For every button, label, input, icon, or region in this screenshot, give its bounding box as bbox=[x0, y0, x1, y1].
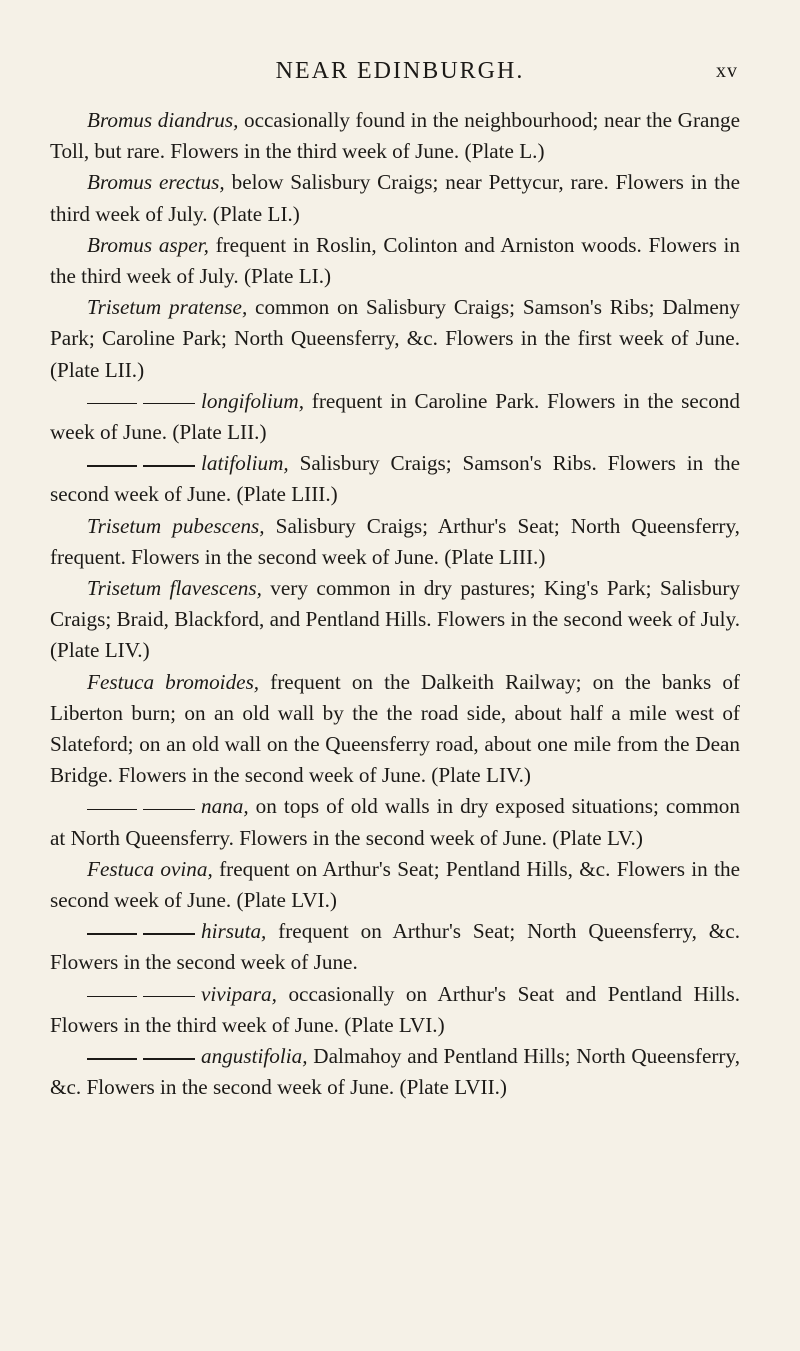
entry-longifolium bbox=[50, 386, 740, 448]
entry-nana bbox=[50, 791, 740, 853]
entry-text: frequent in Roslin, Colinton and Arniston woods. Flowers in the third week of July. (Plate LI.) bbox=[50, 232, 740, 289]
page-number: xv bbox=[716, 60, 738, 82]
ditto-dash bbox=[87, 804, 195, 814]
entry-text: Salisbury Craigs; Arthur's Seat; North Queensferry, frequent. Flowers in the second week of June. (Plate LIII.) bbox=[50, 513, 740, 569]
species-name: angustifolia, bbox=[201, 1044, 308, 1069]
entry-text: frequent on Arthur's Seat; North Queensferry, &c. Flowers in the second week of June. bbox=[50, 919, 740, 975]
species-name: longifolium, bbox=[201, 388, 304, 413]
entry-text: frequent on Arthur's Seat; Pentland Hills, &c. Flowers in the second week of June. (Plate LVI.) bbox=[50, 856, 740, 913]
entry-text: occasionally found in the neighbourhood; near the Grange Toll, but rare. Flowers in the third week of June. (Plate L.) bbox=[50, 108, 740, 164]
entry-text: below Salisbury Craigs; near Pettycur, rare. Flowers in the third week of July. (Plate LI.) bbox=[50, 170, 741, 226]
species-name: Festuca bromoides, bbox=[87, 669, 260, 694]
species-name: Bromus asper, bbox=[87, 232, 209, 257]
ditto-dash bbox=[87, 460, 195, 470]
entry-text: common on Salisbury Craigs; Samson's Ribs; Dalmeny Park; Caroline Park; North Queensferry, &c. Flowers in the first week of June. (Plate LII.) bbox=[50, 295, 740, 382]
entry-latifolium bbox=[50, 448, 740, 510]
entry-text: frequent on the Dalkeith Railway; on the banks of Liberton burn; on an old wall by the the road side, about half a mile west of Slateford; on an old wall on the Queensferry road, about one mile from the Dean Bridge. Flowers in the second week of June. (Plate LIV.) bbox=[50, 669, 740, 788]
entry-trisetum-flavescens bbox=[50, 573, 740, 667]
entry-text: frequent in Caroline Park. Flowers in the second week of June. (Plate LII.) bbox=[50, 388, 740, 445]
species-name: Bromus erectus, bbox=[87, 170, 225, 195]
entry-bromus-erectus bbox=[50, 167, 740, 229]
entry-angustifolia bbox=[50, 1041, 740, 1103]
entry-bromus-asper bbox=[50, 230, 740, 292]
entry-festuca-ovina bbox=[50, 854, 740, 916]
entry-vivipara bbox=[50, 979, 740, 1041]
species-name: vivipara, bbox=[201, 981, 277, 1006]
ditto-dash bbox=[87, 991, 195, 1001]
species-name: Trisetum pubescens, bbox=[87, 513, 265, 538]
ditto-dash bbox=[87, 398, 195, 408]
species-name: latifolium, bbox=[201, 451, 289, 476]
species-name: nana, bbox=[201, 794, 249, 819]
entry-text: Salisbury Craigs; Samson's Ribs. Flowers in the second week of June. (Plate LIII.) bbox=[50, 451, 740, 507]
species-name: hirsuta, bbox=[201, 919, 267, 944]
species-name: Bromus diandrus, bbox=[87, 108, 239, 132]
species-name: Trisetum flavescens, bbox=[87, 576, 262, 601]
ditto-dash bbox=[87, 1053, 195, 1063]
entry-text: very common in dry pastures; King's Park; Salisbury Craigs; Braid, Blackford, and Pentland Hills. Flowers in the second week of July. (Plate LIV.) bbox=[50, 576, 740, 663]
entry-hirsuta bbox=[50, 916, 740, 978]
entry-text: Dalmahoy and Pentland Hills; North Queensferry, &c. Flowers in the second week of June. (Plate LVII.) bbox=[50, 1044, 740, 1100]
running-head: NEAR EDINBURGH. bbox=[275, 58, 525, 84]
entry-bromus-diandrus bbox=[50, 105, 740, 167]
entry-festuca-bromoides bbox=[50, 667, 740, 792]
species-list bbox=[50, 105, 740, 1104]
ditto-dash bbox=[87, 928, 195, 938]
entry-text: occasionally on Arthur's Seat and Pentland Hills. Flowers in the third week of June. (Plate LVI.) bbox=[50, 981, 740, 1037]
species-name: Festuca ovina, bbox=[87, 856, 213, 881]
species-name: Trisetum pratense, bbox=[87, 295, 248, 320]
entry-trisetum-pubescens bbox=[50, 511, 740, 573]
entry-text: on tops of old walls in dry exposed situations; common at North Queensferry. Flowers in the second week of June. (Plate LV.) bbox=[50, 794, 740, 850]
entry-trisetum-pratense bbox=[50, 292, 740, 386]
